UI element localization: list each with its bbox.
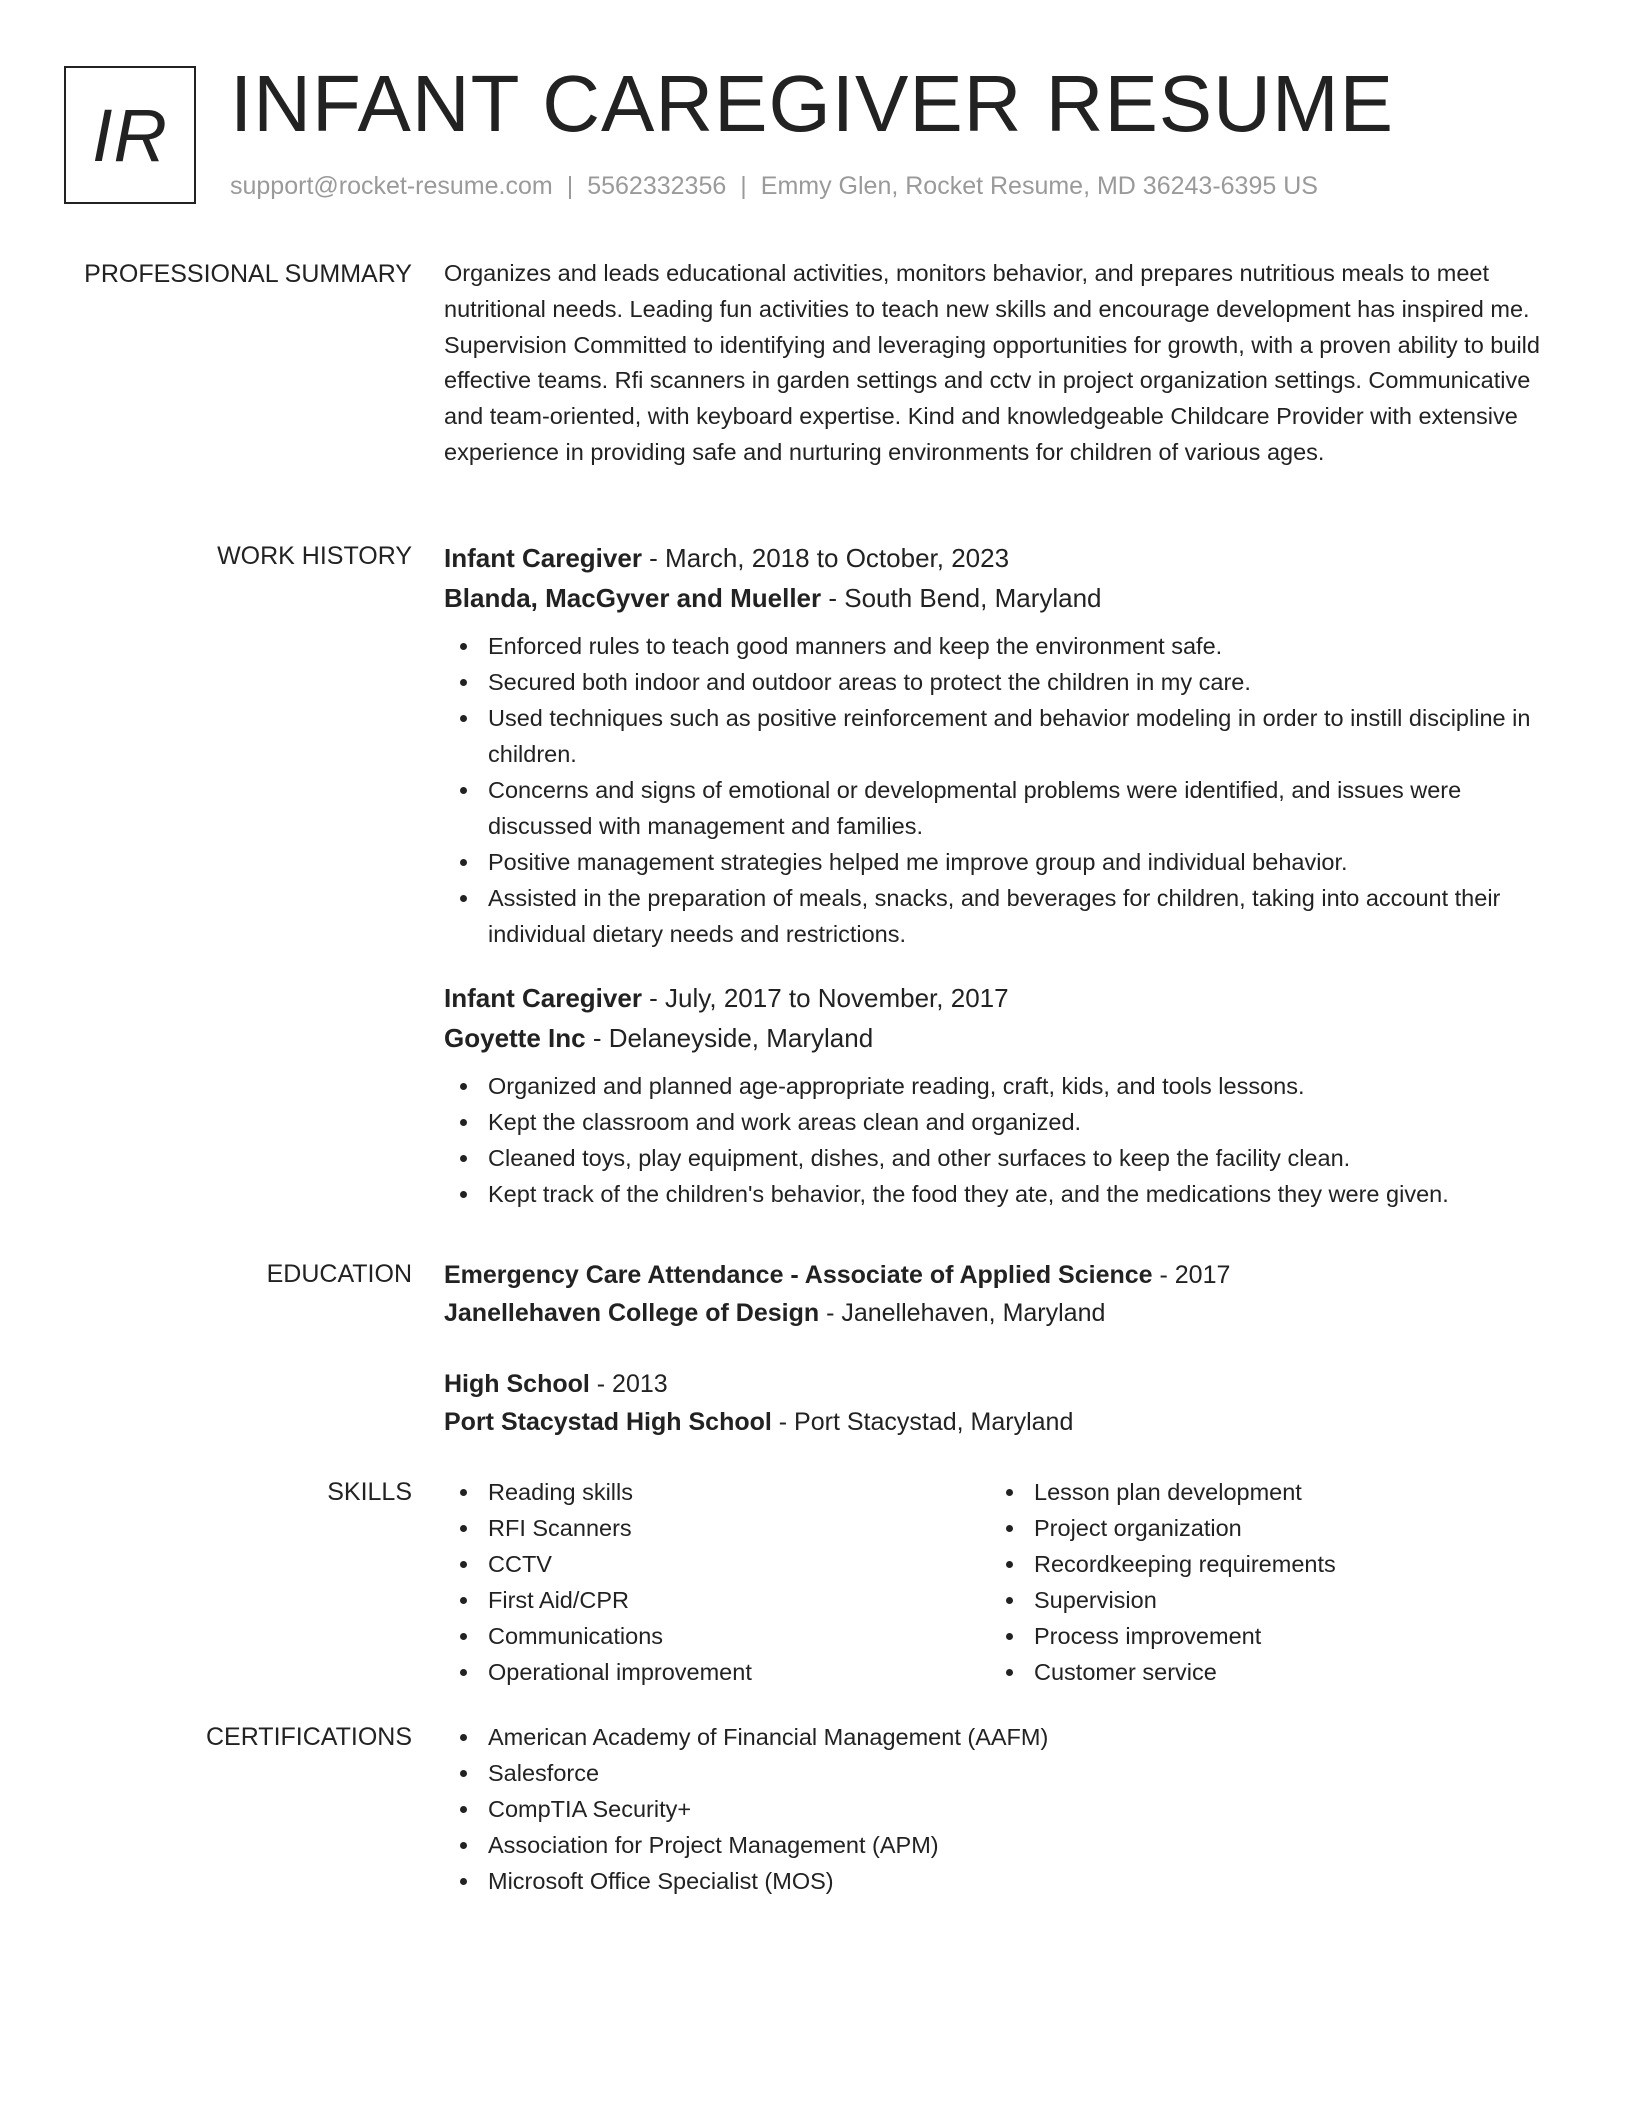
certification-item: Association for Project Management (APM) [444,1827,1556,1863]
skill-item: CCTV [444,1546,990,1582]
education-body [444,1256,1556,1441]
education-entry [444,1365,1556,1441]
education-degree: Emergency Care Attendance - Associate of Applied Science [444,1261,1153,1289]
contact-info [230,172,1318,201]
list-item: Cleaned toys, play equipment, dishes, and other surfaces to keep the facility clean. [444,1140,1556,1176]
work-history-body [444,538,1556,1212]
job-location: - South Bend, Maryland [821,583,1102,613]
skill-item: Reading skills [444,1474,990,1510]
skills-body [444,1474,1556,1690]
skill-item: Recordkeeping requirements [990,1546,1536,1582]
summary-heading: PROFESSIONAL SUMMARY [84,260,412,288]
certification-item: American Academy of Financial Management (AAFM) [444,1719,1556,1755]
skill-item: First Aid/CPR [444,1582,990,1618]
job-company: Blanda, MacGyver and Mueller [444,583,822,613]
monogram-logo: IR [64,66,196,204]
skill-item: Project organization [990,1510,1536,1546]
list-item: Concerns and signs of emotional or developmental problems were identified, and issues were discussed with management and families. [444,772,1556,844]
certifications-body [444,1719,1556,1899]
list-item: Secured both indoor and outdoor areas to protect the children in my care. [444,664,1556,700]
list-item: Positive management strategies helped me improve group and individual behavior. [444,844,1556,880]
contact-separator: | [566,172,574,200]
job-dates: - July, 2017 to November, 2017 [641,983,1009,1013]
contact-email: support@rocket-resume.com [230,172,553,200]
work-history-heading: WORK HISTORY [217,542,412,570]
education-year: - 2017 [1152,1261,1231,1289]
certification-item: CompTIA Security+ [444,1791,1556,1827]
job-entry [444,978,1556,1212]
list-item: Kept the classroom and work areas clean and organized. [444,1104,1556,1140]
job-title-line [444,538,1556,578]
skill-item: Customer service [990,1654,1536,1690]
summary-body [444,256,1556,471]
job-company-line [444,578,1556,618]
education-location: - Janellehaven, Maryland [819,1299,1106,1327]
education-heading: EDUCATION [266,1260,412,1288]
list-item: Enforced rules to teach good manners and keep the environment safe. [444,628,1556,664]
contact-phone: 5562332356 [587,172,727,200]
job-dates: - March, 2018 to October, 2023 [641,543,1010,573]
job-company-line [444,1018,1556,1058]
job-title: Infant Caregiver [444,543,642,573]
job-company: Goyette Inc [444,1023,586,1053]
summary-text: Organizes and leads educational activities, monitors behavior, and prepares nutritious meals to meet nutritional needs. Leading fun activities to teach new skills and encourage development has inspired me. Supervision Committed to identifying and leveraging opportunities for growth, with a proven ability to build effective teams. Rfi scanners in garden settings and cctv in project organization settings. Communicative and team-oriented, with keyboard expertise. Kind and knowledgeable Childcare Provider with extensive experience in providing safe and nurturing environments for children of various ages. [444,260,1540,465]
list-item: Assisted in the preparation of meals, snacks, and beverages for children, taking into account their individual dietary needs and restrictions. [444,880,1556,952]
resume-title: INFANT CAREGIVER RESUME [230,59,1394,148]
list-item: Kept track of the children's behavior, the food they ate, and the medications they were given. [444,1176,1556,1212]
education-degree: High School [444,1370,590,1398]
education-year: - 2013 [589,1370,668,1398]
skill-item: Lesson plan development [990,1474,1536,1510]
skills-list-right [990,1474,1536,1690]
skill-item: Supervision [990,1582,1536,1618]
skill-item: Process improvement [990,1618,1536,1654]
education-school-line [444,1294,1556,1332]
job-title: Infant Caregiver [444,983,642,1013]
education-degree-line [444,1256,1556,1294]
list-item: Used techniques such as positive reinforcement and behavior modeling in order to instill discipline in children. [444,700,1556,772]
job-duties [444,628,1556,952]
skill-item: Operational improvement [444,1654,990,1690]
skill-item: Communications [444,1618,990,1654]
education-degree-line [444,1365,1556,1403]
education-entry [444,1256,1556,1332]
certification-item: Salesforce [444,1755,1556,1791]
skill-item: RFI Scanners [444,1510,990,1546]
job-entry [444,538,1556,952]
job-title-line [444,978,1556,1018]
skills-heading: SKILLS [327,1478,412,1506]
certification-item: Microsoft Office Specialist (MOS) [444,1863,1556,1899]
education-school: Port Stacystad High School [444,1408,772,1436]
education-school: Janellehaven College of Design [444,1299,820,1327]
job-location: - Delaneyside, Maryland [585,1023,874,1053]
certifications-heading: CERTIFICATIONS [205,1723,412,1751]
job-duties [444,1068,1556,1212]
certifications-list [444,1719,1556,1899]
education-school-line [444,1403,1556,1441]
skills-columns [444,1474,1556,1690]
contact-separator: | [740,172,747,200]
list-item: Organized and planned age-appropriate reading, craft, kids, and tools lessons. [444,1068,1556,1104]
skills-list-left [444,1474,990,1690]
education-location: - Port Stacystad, Maryland [771,1408,1074,1436]
contact-address: Emmy Glen, Rocket Resume, MD 36243-6395 US [760,172,1318,200]
